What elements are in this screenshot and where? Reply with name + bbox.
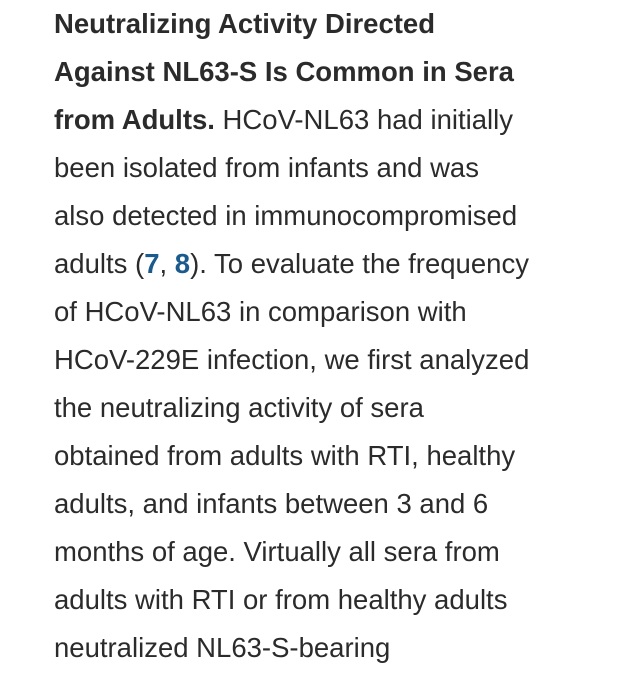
body-text: neutralized NL63-S-bearing	[54, 632, 391, 663]
text-line	[54, 336, 614, 384]
reference-link-7[interactable]: 7	[144, 248, 160, 279]
text-line	[54, 528, 614, 576]
article-paragraph	[54, 0, 614, 672]
text-line	[54, 432, 614, 480]
body-text: also detected in immunocompromised	[54, 200, 518, 231]
body-text: the neutralizing activity of sera	[54, 392, 424, 423]
text-line	[54, 192, 614, 240]
body-text: months of age. Virtually all sera from	[54, 536, 500, 567]
section-heading: Against NL63-S Is Common in Sera	[54, 56, 514, 87]
body-text: of HCoV-NL63 in comparison with	[54, 296, 467, 327]
body-text: adults, and infants between 3 and 6	[54, 488, 489, 519]
text-line	[54, 624, 614, 672]
body-text: been isolated from infants and was	[54, 152, 479, 183]
body-text: ). To evaluate the frequency	[190, 248, 529, 279]
text-line	[54, 576, 614, 624]
body-text: ,	[159, 248, 175, 279]
text-line	[54, 240, 614, 288]
section-heading: Neutralizing Activity Directed	[54, 8, 436, 39]
text-line	[54, 0, 614, 48]
text-line	[54, 144, 614, 192]
text-line	[54, 48, 614, 96]
body-text: adults with RTI or from healthy adults	[54, 584, 508, 615]
text-line	[54, 288, 614, 336]
body-text: HCoV-NL63 had initially	[214, 104, 513, 135]
body-text: obtained from adults with RTI, healthy	[54, 440, 516, 471]
reference-link-8[interactable]: 8	[174, 248, 191, 279]
text-line	[54, 384, 614, 432]
text-line	[54, 480, 614, 528]
section-heading: from Adults.	[54, 104, 215, 135]
body-text: HCoV-229E infection, we first analyzed	[54, 344, 530, 375]
body-text: adults (	[54, 248, 145, 279]
text-line	[54, 96, 614, 144]
